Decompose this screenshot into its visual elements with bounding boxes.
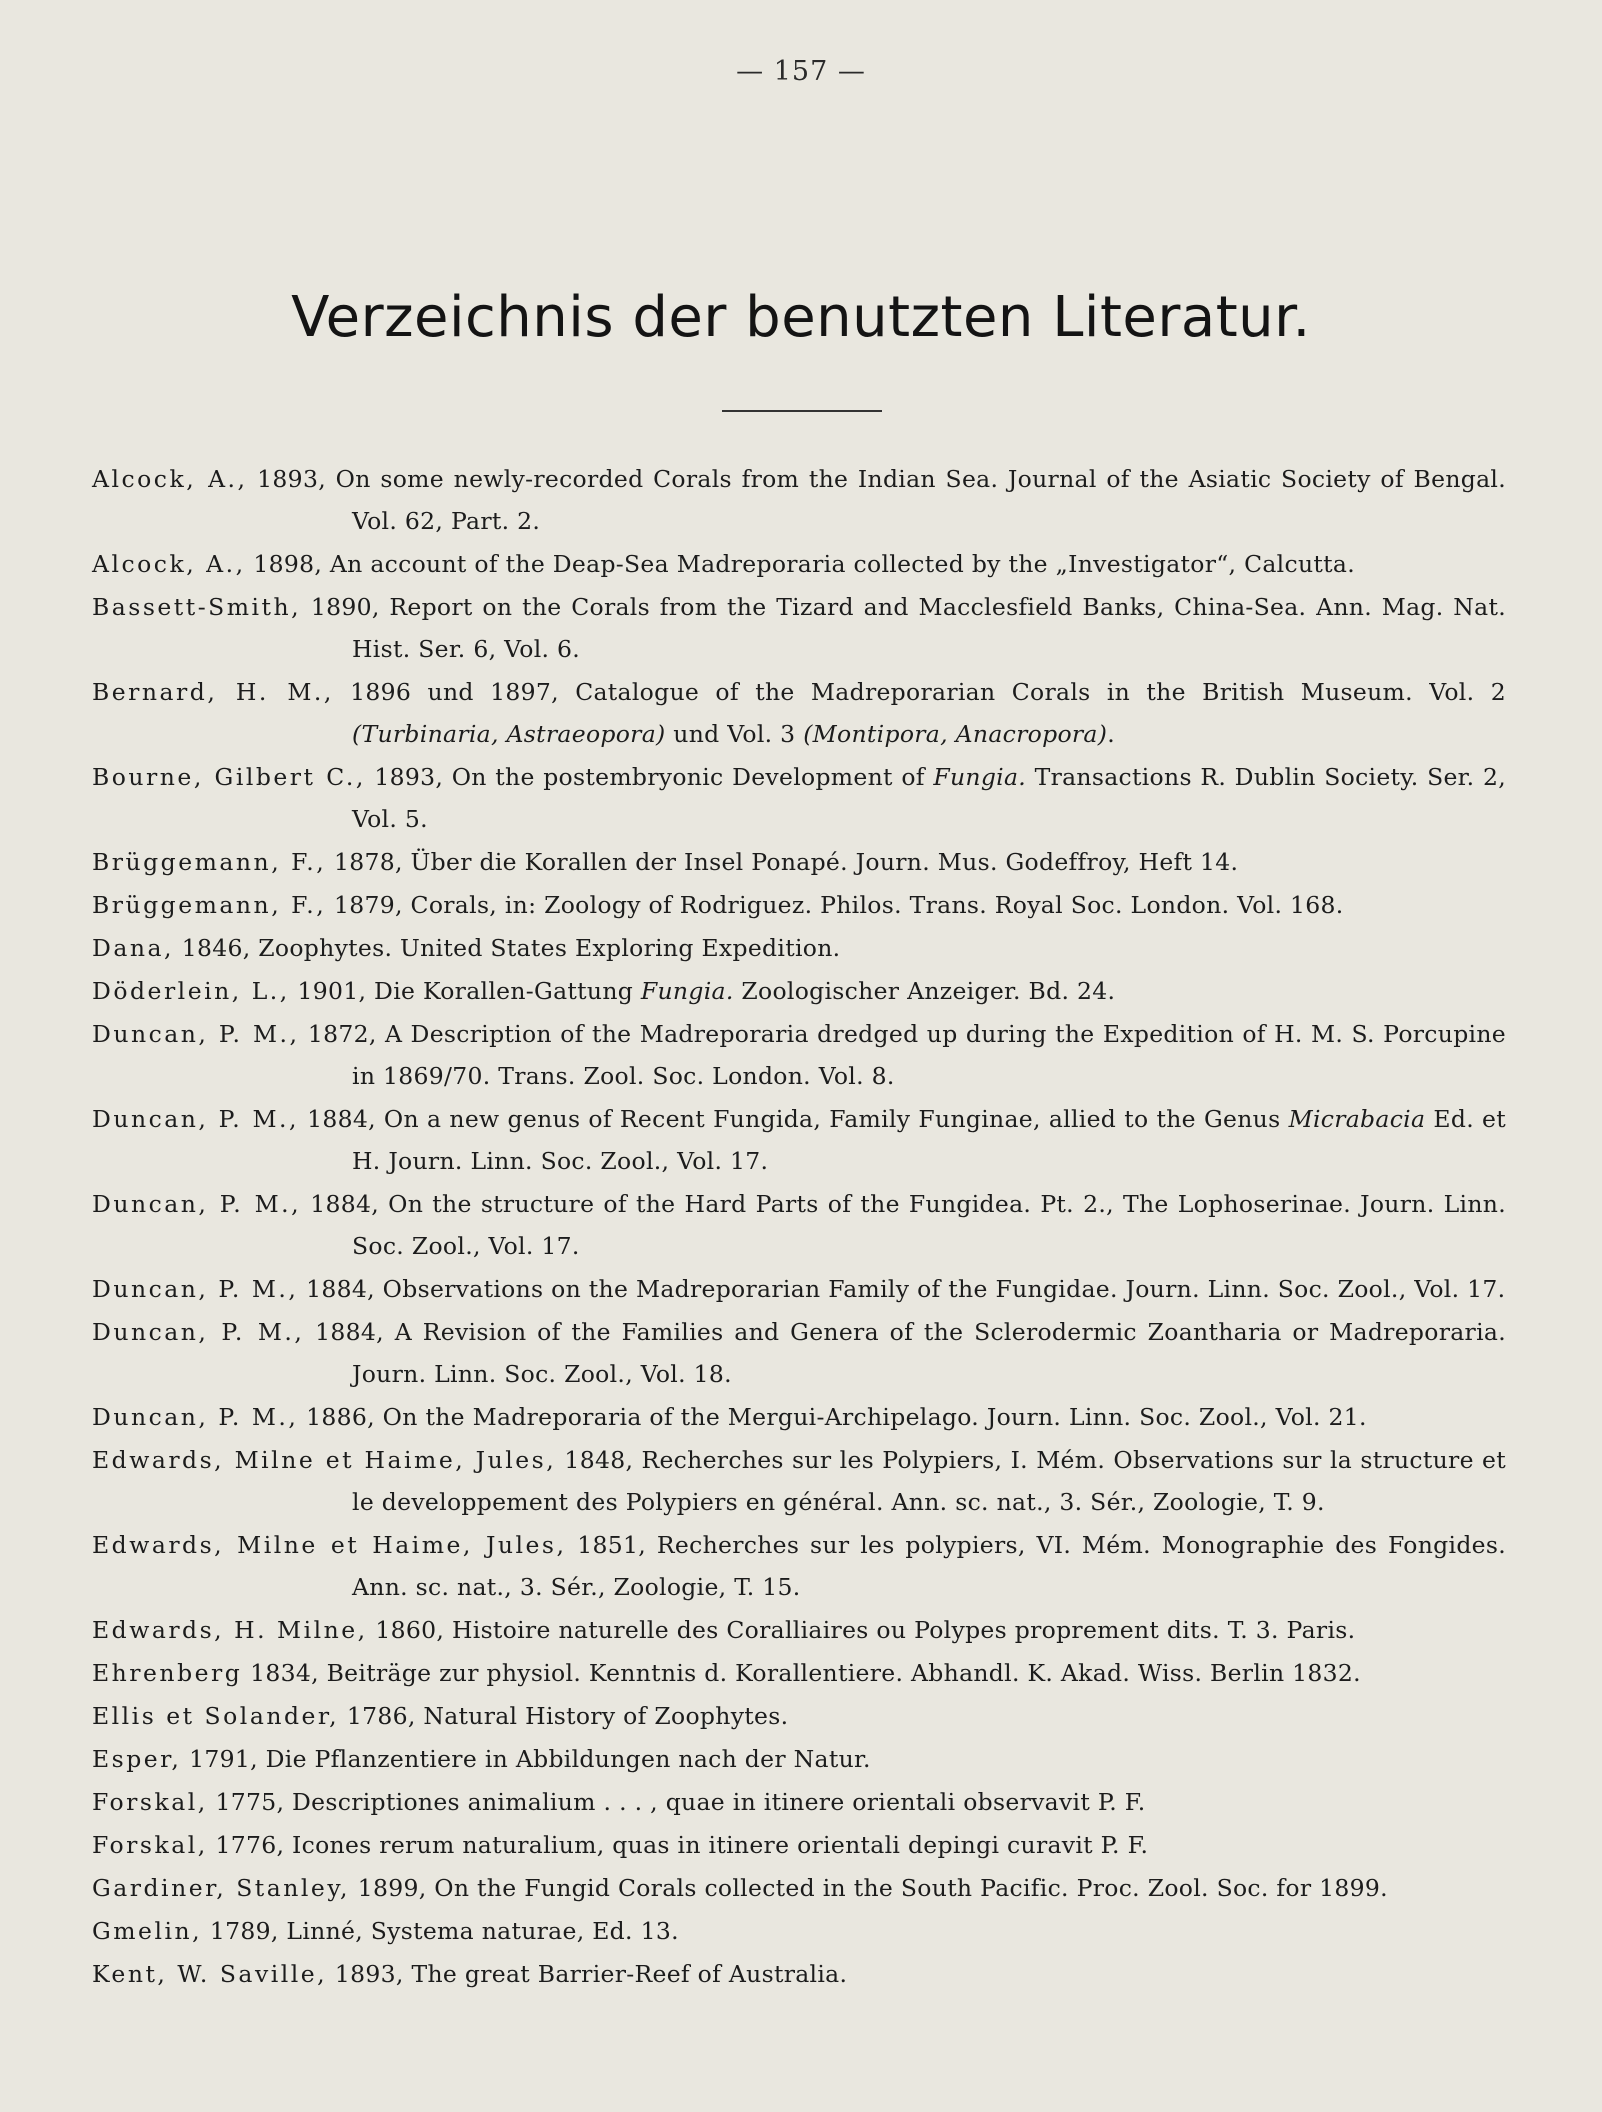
reference-entry (92, 1738, 1506, 1780)
reference-entry (92, 1910, 1506, 1952)
reference-entry (92, 1524, 1506, 1608)
reference-entry (92, 1695, 1506, 1737)
reference-text: 1898, An account of the Deap-Sea Madreporaria collected by the „Investigator“, Calcutta. (245, 550, 1355, 578)
reference-text: 1884, On the structure of the Hard Parts of the Fungidea. Pt. 2., The Lophoserinae. Journ. Linn. Soc. Zool., Vol. 17. (301, 1190, 1506, 1260)
reference-author: Brüggemann, F., (92, 891, 327, 919)
reference-entry (92, 1311, 1506, 1395)
reference-author: Duncan, P. M., (92, 1403, 299, 1431)
reference-entry (92, 1824, 1506, 1866)
reference-author: Alcock, A., (92, 550, 246, 578)
reference-text: . (1107, 720, 1115, 748)
reference-text: 1878, Über die Korallen der Insel Ponapé. Journ. Mus. Godeffroy, Heft 14. (326, 848, 1239, 876)
reference-text: 1775, Descriptiones animalium . . . , quae in itinere orientali observavit P. F. (207, 1788, 1146, 1816)
reference-italic-text: (Montipora, Anacropora) (803, 720, 1108, 748)
title-divider (722, 410, 882, 412)
reference-italic-text: Fungia. (640, 977, 734, 1005)
reference-author: Forskal, (92, 1788, 208, 1816)
reference-entry (92, 1652, 1506, 1694)
reference-entry (92, 671, 1506, 755)
reference-text: 1834, Beiträge zur physiol. Kenntnis d. Korallentiere. Abhandl. K. Akad. Wiss. Berlin 1832. (242, 1659, 1361, 1687)
reference-author: Ehrenberg (92, 1659, 243, 1687)
reference-text: 1791, Die Pflanzentiere in Abbildungen nach der Natur. (181, 1745, 871, 1773)
reference-author: Edwards, H. Milne, (92, 1616, 368, 1644)
reference-entry (92, 1013, 1506, 1097)
page-title: Verzeichnis der benutzten Literatur. (291, 285, 1311, 350)
reference-author: Duncan, P. M., (92, 1020, 300, 1048)
reference-author: Gardiner, Stanley, (92, 1874, 350, 1902)
reference-text: 1786, Natural History of Zoophytes. (339, 1702, 789, 1730)
reference-author: Duncan, P. M., (92, 1105, 299, 1133)
reference-text: 1884, On a new genus of Recent Fungida, Family Funginae, allied to the Genus (298, 1105, 1289, 1133)
reference-entry (92, 970, 1506, 1012)
reference-italic-text: Micrabacia (1288, 1105, 1426, 1133)
reference-list (92, 458, 1506, 1996)
reference-italic-text: (Turbinaria, Astraeopora) (352, 720, 666, 748)
reference-text: Ed. et H. Journ. Linn. Soc. Zool., Vol. 17. (352, 1105, 1506, 1175)
reference-entry (92, 1953, 1506, 1995)
reference-author: Dana, (92, 934, 174, 962)
reference-entry (92, 1098, 1506, 1182)
reference-author: Ellis et Solander, (92, 1702, 340, 1730)
reference-text: 1846, Zoophytes. United States Exploring Expedition. (173, 934, 841, 962)
reference-text: 1899, On the Fungid Corals collected in the South Pacific. Proc. Zool. Soc. for 1899. (349, 1874, 1388, 1902)
reference-text: 1896 und 1897, Catalogue of the Madreporarian Corals in the British Museum. Vol. 2 (333, 678, 1506, 706)
reference-entry (92, 1439, 1506, 1523)
reference-entry (92, 841, 1506, 883)
reference-entry (92, 543, 1506, 585)
reference-text: 1872, A Description of the Madreporaria dredged up during the Expedition of H. M. S. Porcupine in 1869/70. Trans. Zool. Soc. London. Vol. 8. (299, 1020, 1507, 1090)
reference-text: Transactions R. Dublin Society. Ser. 2, Vol. 5. (352, 763, 1506, 833)
reference-text: 1901, Die Korallen-Gattung (289, 977, 641, 1005)
reference-entry (92, 1867, 1506, 1909)
reference-text: 1884, A Revision of the Families and Genera of the Sclerodermic Zoantharia or Madreporaria. Journ. Linn. Soc. Zool., Vol. 18. (304, 1318, 1506, 1388)
reference-entry (92, 1609, 1506, 1651)
reference-text: 1848, Recherches sur les Polypiers, I. Mém. Observations sur la structure et le developpement des Polypiers en général. Ann. sc. nat., 3. Sér., Zoologie, T. 9. (352, 1446, 1507, 1516)
reference-italic-text: Fungia. (933, 763, 1027, 791)
reference-text: 1886, On the Madreporaria of the Mergui-Archipelago. Journ. Linn. Soc. Zool., Vol. 21. (298, 1403, 1367, 1431)
reference-entry (92, 1183, 1506, 1267)
reference-author: Döderlein, L., (92, 977, 290, 1005)
reference-author: Alcock, A., (92, 465, 248, 493)
reference-author: Bernard, H. M., (92, 678, 334, 706)
reference-author: Bourne, Gilbert C., (92, 763, 366, 791)
page-number: — 157 — (736, 56, 866, 87)
reference-entry (92, 756, 1506, 840)
reference-author: Duncan, P. M., (92, 1318, 305, 1346)
reference-entry (92, 1396, 1506, 1438)
reference-author: Edwards, Milne et Haime, Jules, (92, 1531, 567, 1559)
reference-text: 1860, Histoire naturelle des Coralliaires ou Polypes proprement dits. T. 3. Paris. (367, 1616, 1356, 1644)
reference-author: Edwards, Milne et Haime, Jules, (92, 1446, 557, 1474)
reference-entry (92, 1781, 1506, 1823)
reference-entry (92, 586, 1506, 670)
reference-author: Duncan, P. M., (92, 1190, 302, 1218)
reference-author: Brüggemann, F., (92, 848, 327, 876)
reference-author: Bassett-Smith, (92, 593, 302, 621)
reference-author: Duncan, P. M., (92, 1275, 299, 1303)
reference-author: Gmelin, (92, 1917, 203, 1945)
reference-author: Kent, W. Saville, (92, 1960, 328, 1988)
reference-text: 1851, Recherches sur les polypiers, VI. Mém. Monographie des Fongides. Ann. sc. nat., 3. Sér., Zoologie, T. 15. (352, 1531, 1506, 1601)
reference-text: und Vol. 3 (665, 720, 804, 748)
reference-text: 1893, On some newly-recorded Corals from the Indian Sea. Journal of the Asiatic Society of Bengal. Vol. 62, Part. 2. (247, 465, 1506, 535)
reference-text: Zoologischer Anzeiger. Bd. 24. (733, 977, 1116, 1005)
reference-text: 1789, Linné, Systema naturae, Ed. 13. (202, 1917, 679, 1945)
reference-text: 1893, On the postembryonic Development of (365, 763, 934, 791)
reference-text: 1884, Observations on the Madreporarian Family of the Fungidae. Journ. Linn. Soc. Zool., Vol. 17. (298, 1275, 1506, 1303)
reference-author: Esper, (92, 1745, 182, 1773)
reference-entry (92, 927, 1506, 969)
reference-entry (92, 458, 1506, 542)
reference-text: 1890, Report on the Corals from the Tizard and Macclesfield Banks, China-Sea. Ann. Mag. Nat. Hist. Ser. 6, Vol. 6. (301, 593, 1506, 663)
reference-text: 1893, The great Barrier-Reef of Australia. (327, 1960, 848, 1988)
reference-entry (92, 1268, 1506, 1310)
reference-entry (92, 884, 1506, 926)
reference-text: 1879, Corals, in: Zoology of Rodriguez. Philos. Trans. Royal Soc. London. Vol. 168. (326, 891, 1344, 919)
reference-text: 1776, Icones rerum naturalium, quas in itinere orientali depingi curavit P. F. (207, 1831, 1149, 1859)
reference-author: Forskal, (92, 1831, 208, 1859)
